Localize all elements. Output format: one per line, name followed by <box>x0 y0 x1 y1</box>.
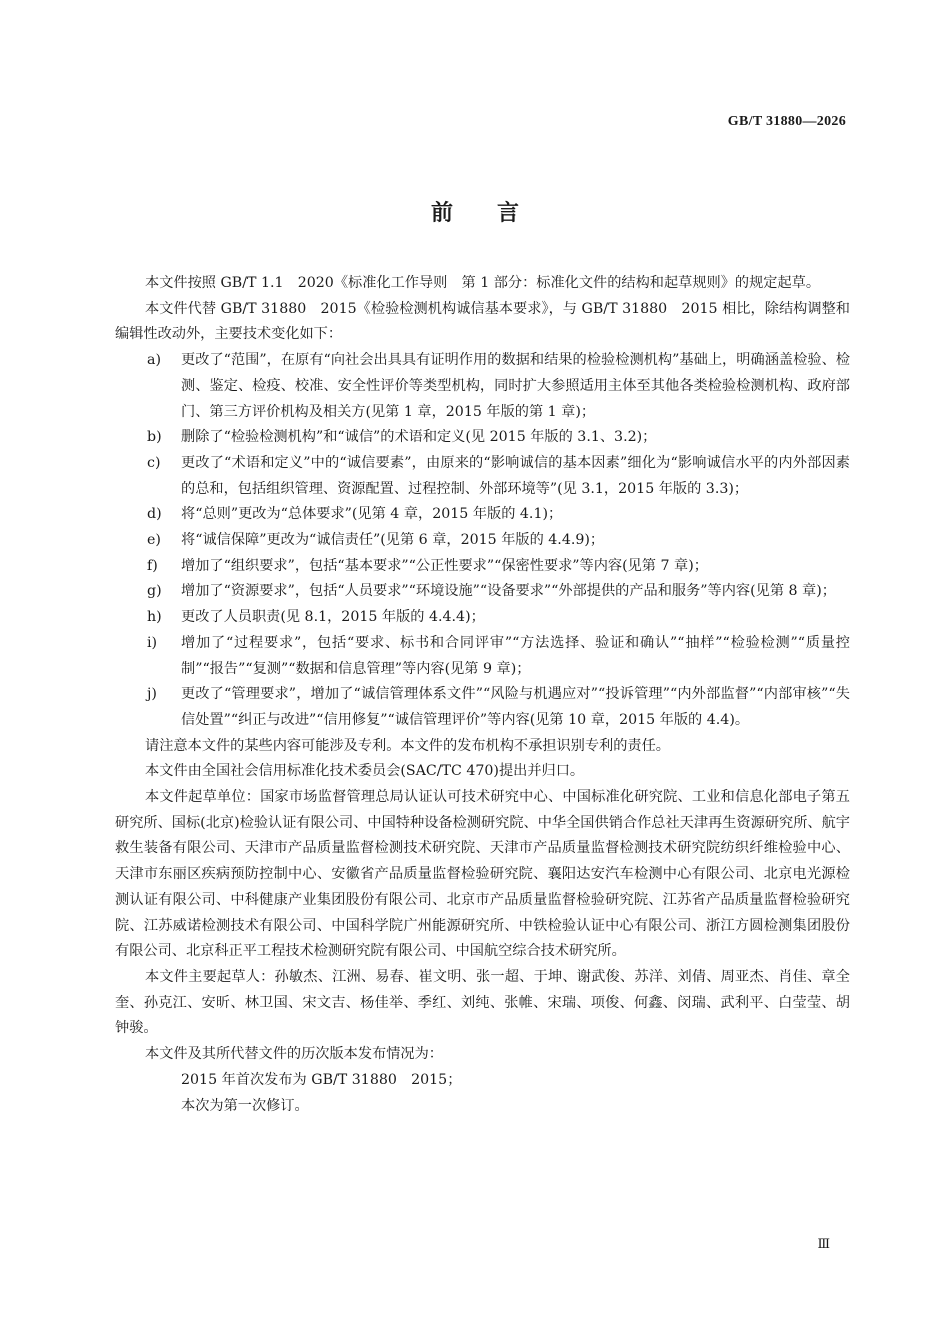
list-item-text: 增加了“资源要求”，包括“人员要求”“环境设施”“设备要求”“外部提供的产品和服务”等内容(见第 8 章)； <box>181 583 836 600</box>
drafting-units-paragraph: 本文件起草单位：国家市场监督管理总局认证认可技术研究中心、中国标准化研究院、工业和信息化部电子第五研究所、国标(北京)检验认证有限公司、中国特种设备检测研究院、中华全国供销合作总社天津再生资源研究所、航宇救生装备有限公司、天津市产品质量监督检测技术研究院、天津市产品质量监督检测技术研究院纺织纤维检验中心、天津市东丽区疾病预防控制中心、安徽省产品质量监督检验研究院、襄阳达安汽车检测中心有限公司、北京电光源检测认证有限公司、中科健康产业集团股份有限公司、北京市产品质量监督检验研究院、江苏省产品质量监督检验研究院、江苏威诺检测技术有限公司、中国科学院广州能源研究所、中铁检验认证中心有限公司、浙江方圆检测集团股份有限公司、北京科正平工程技术检测研究院有限公司、中国航空综合技术研究所。 <box>115 789 850 960</box>
list-item-text: 更改了人员职责(见 8.1，2015 年版的 4.4.4)； <box>181 609 485 626</box>
document-body <box>115 271 850 1119</box>
list-item-text: 删除了“检验检测机构”和“诚信”的术语和定义(见 2015 年版的 3.1、3.2)； <box>181 429 657 446</box>
list-item-text: 更改了“范围”，在原有“向社会出具具有证明作用的数据和结果的检验检测机构”基础上，明确涵盖检验、检测、鉴定、检疫、校准、安全性评价等类型机构，同时扩大参照适用主体至其他各类检验检测机构、政府部门、第三方评价机构及相关方(见第 1 章，2015 年版的第 1 章)； <box>181 352 850 420</box>
list-item-text: 增加了“组织要求”，包括“基本要求”“公正性要求”“保密性要求”等内容(见第 7 章)； <box>181 557 708 574</box>
history-paragraph: 本文件及其所代替文件的历次版本发布情况为： <box>145 1046 443 1063</box>
history-item-1: 2015 年首次发布为 GB/T 31880 2015； <box>181 1071 462 1088</box>
change-list <box>115 348 850 734</box>
list-item-label: j) <box>147 686 157 703</box>
list-item-label: e) <box>147 532 161 549</box>
list-item-text: 更改了“管理要求”，增加了“诚信管理体系文件”“风险与机遇应对”“投诉管理”“内外部监督”“内部审核”“失信处置”“纠正与改进”“信用修复”“诚信管理评价”等内容(见第 10 章，2015 年版的 4.4)。 <box>181 686 850 728</box>
list-item <box>115 425 850 451</box>
list-item <box>115 554 850 580</box>
title-char-1: 前 <box>430 201 453 226</box>
list-item-label: f) <box>147 557 158 574</box>
list-item <box>115 579 850 605</box>
list-item-label: d) <box>147 506 162 523</box>
list-item-label: c) <box>147 454 161 471</box>
list-item-text: 更改了“术语和定义”中的“诚信要素”，由原来的“影响诚信的基本因素”细化为“影响诚信水平的内外部因素的总和，包括组织管理、资源配置、过程控制、外部环境等”(见 3.1，2015 年版的 3.3)； <box>181 454 850 497</box>
list-item-label: b) <box>147 429 162 446</box>
list-item-text: 将“总则”更改为“总体要求”(见第 4 章，2015 年版的 4.1)； <box>181 506 563 523</box>
list-item <box>115 502 850 528</box>
intro-paragraph-2: 本文件代替 GB/T 31880 2015《检验检测机构诚信基本要求》，与 GB/T 31880 2015 相比，除结构调整和编辑性改动外，主要技术变化如下： <box>115 300 850 343</box>
list-item <box>115 605 850 631</box>
committee-paragraph: 本文件由全国社会信用标准化技术委员会(SAC/TC 470)提出并归口。 <box>145 763 585 780</box>
intro-paragraph-1: 本文件按照 GB/T 1.1 2020《标准化工作导则 第 1 部分：标准化文件的结构和起草规则》的规定起草。 <box>145 275 821 291</box>
list-item <box>115 528 850 554</box>
list-item-text: 将“诚信保障”更改为“诚信责任”(见第 6 章，2015 年版的 4.4.9)； <box>181 532 605 549</box>
list-item-label: a) <box>147 352 161 369</box>
title-char-2: 言 <box>497 201 520 226</box>
list-item-label: h) <box>147 609 162 626</box>
patent-notice: 请注意本文件的某些内容可能涉及专利。本文件的发布机构不承担识别专利的责任。 <box>145 737 670 754</box>
page-title <box>0 196 950 227</box>
list-item <box>115 631 850 682</box>
drafters-paragraph: 本文件主要起草人：孙敏杰、江洲、易春、崔文明、张一超、于坤、谢武俊、苏洋、刘倩、周亚杰、肖佳、章全奎、孙克江、安昕、林卫国、宋文吉、杨佳举、季红、刘纯、张帷、宋瑞、项俊、何鑫、闵瑞、武利平、白莹莹、胡钟骏。 <box>115 968 850 1037</box>
list-item-text: 增加了“过程要求”，包括“要求、标书和合同评审”“方法选择、验证和确认”“抽样”“检验检测”“质量控制”“报告”“复测”“数据和信息管理”等内容(见第 9 章)； <box>181 634 850 677</box>
page-number: Ⅲ <box>817 1237 830 1252</box>
list-item-label: g) <box>147 583 162 600</box>
list-item-label: i) <box>147 634 158 651</box>
list-item <box>115 348 850 425</box>
standard-code: GB/T 31880—2026 <box>727 114 846 129</box>
history-item-2: 本次为第一次修订。 <box>181 1097 309 1114</box>
list-item <box>115 682 850 733</box>
list-item <box>115 451 850 502</box>
